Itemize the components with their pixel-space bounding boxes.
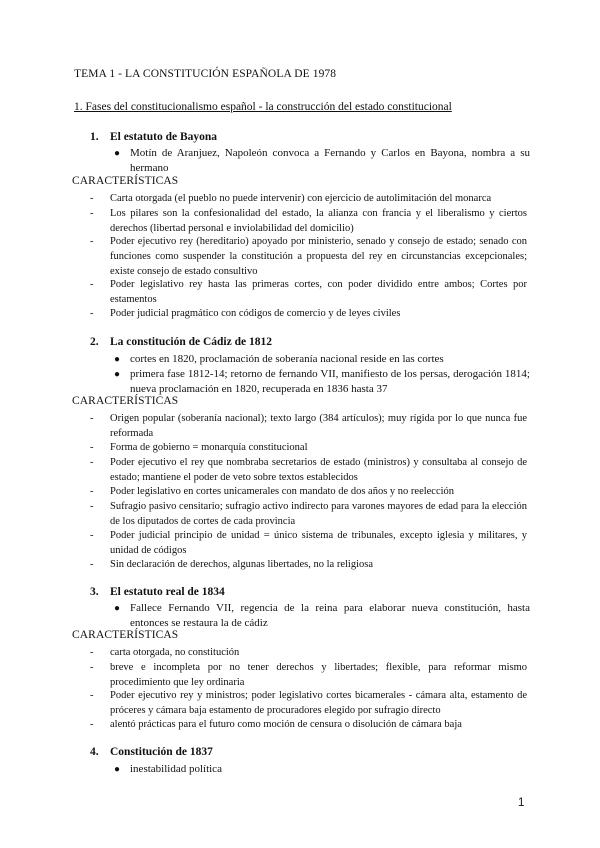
dash-marker: - bbox=[90, 559, 94, 570]
bullet-item: ● Motín de Aranjuez, Napoleón convoca a Fernando y Carlos en Bayona, nombra a su hermano bbox=[114, 147, 530, 174]
bullet-item: ● Fallece Fernando VII, regencia de la reina para elaborar nueva constitución, hasta entonces se restaura la de cádiz bbox=[114, 602, 530, 629]
section-subtitle: 1. Fases del constitucionalismo español - la construcción del estado constitucional bbox=[74, 101, 452, 113]
list-item: - Poder legislativo rey hasta las primeras cortes, con poder dividido entre ambos; Cortes por estamentos bbox=[90, 279, 527, 305]
bullet-item: ● primera fase 1812-14; retorno de fernando VII, manifiesto de los persas, derogación 1814; nueva proclamación en 1820, recuperada en 1836 hasta 37 bbox=[114, 368, 530, 395]
dash-marker: - bbox=[90, 690, 94, 701]
list-item: - breve e incompleta por no tener derechos y libertades; flexible, para reformar mismo procedimiento que ley ordinaria bbox=[90, 662, 527, 688]
list-item: - Origen popular (soberanía nacional); texto largo (384 artículos); muy rígida por lo que nunca fue reformada bbox=[90, 413, 527, 439]
list-item: - Poder legislativo en cortes unicamerales con mandato de dos años y no reelección bbox=[90, 486, 455, 497]
dash-marker: - bbox=[90, 208, 94, 219]
dash-marker: - bbox=[90, 486, 94, 497]
bullet-item: ● cortes en 1820, proclamación de soberanía nacional reside en las cortes bbox=[114, 353, 444, 365]
section-title: El estatuto real de 1834 bbox=[110, 586, 225, 598]
list-item: - Sin declaración de derechos, algunas libertades, no la religiosa bbox=[90, 559, 373, 570]
document-title: TEMA 1 - LA CONSTITUCIÓN ESPAÑOLA DE 1978 bbox=[74, 68, 337, 80]
caracteristicas-label: CARACTERÍSTICAS bbox=[72, 395, 179, 407]
caracteristicas-label: CARACTERÍSTICAS bbox=[72, 175, 179, 187]
dash-marker: - bbox=[90, 662, 94, 673]
dash-marker: - bbox=[90, 279, 94, 290]
section-heading-3 bbox=[90, 586, 225, 598]
list-item: - Poder ejecutivo el rey que nombraba secretarios de estado (ministros) y consultaba al consejo de estado; mantiene el poder de veto sobre textos establecidos bbox=[90, 457, 527, 483]
section-title: El estatuto de Bayona bbox=[110, 131, 218, 143]
list-item: - Sufragio pasivo censitario; sufragio activo indirecto para varones mayores de edad para la elección de los diputados de cortes de cada provincia bbox=[90, 501, 527, 527]
section-heading-1 bbox=[90, 131, 217, 143]
section-number: 1. bbox=[90, 131, 99, 143]
list-item: - alentó prácticas para el futuro como moción de censura o disolución de cámara baja bbox=[90, 719, 462, 730]
list-item: - Poder ejecutivo rey y ministros; poder legislativo cortes bicamerales - cámara alta, estamento de próceres y cámara baja estamento de procuradores elegido por sufragio directo bbox=[90, 690, 527, 716]
dash-marker: - bbox=[90, 413, 94, 424]
section-title: Constitución de 1837 bbox=[110, 746, 213, 758]
bullet-dot-icon: ● bbox=[114, 764, 121, 775]
dash-marker: - bbox=[90, 308, 94, 319]
bullet-dot-icon: ● bbox=[114, 603, 121, 614]
bullet-dot-icon: ● bbox=[114, 148, 121, 159]
dash-marker: - bbox=[90, 530, 94, 541]
list-item: - Forma de gobierno = monarquía constitucional bbox=[90, 442, 308, 453]
list-item: - Poder judicial pragmático con códigos de comercio y de leyes civiles bbox=[90, 308, 401, 319]
bullet-dot-icon: ● bbox=[114, 354, 121, 365]
dash-marker: - bbox=[90, 457, 94, 468]
dash-marker: - bbox=[90, 647, 94, 658]
list-item: - Poder judicial principio de unidad = único sistema de tribunales, excepto iglesia y militares, y unidad de códigos bbox=[90, 530, 527, 556]
section-heading-4 bbox=[90, 746, 213, 758]
list-item: - Poder ejecutivo rey (hereditario) apoyado por ministerio, senado y consejo de estado; senado con funciones como suspender la constitución a propuesta del rey en circunstancias excepcionales; existe consejo de estado consultivo bbox=[90, 236, 527, 277]
section-number: 3. bbox=[90, 586, 99, 598]
list-item: - Los pilares son la confesionalidad del estado, la alianza con francia y el liberalismo y ciertos derechos (libertad personal e inviolabilidad del domicilio) bbox=[90, 208, 527, 234]
bullet-item: ● inestabilidad política bbox=[114, 763, 222, 775]
caracteristicas-label: CARACTERÍSTICAS bbox=[72, 629, 179, 641]
dash-marker: - bbox=[90, 236, 94, 247]
section-heading-2 bbox=[90, 336, 272, 348]
dash-marker: - bbox=[90, 442, 94, 453]
section-title: La constitución de Cádiz de 1812 bbox=[110, 336, 272, 348]
dash-marker: - bbox=[90, 719, 94, 730]
bullet-dot-icon: ● bbox=[114, 369, 121, 380]
list-item: - carta otorgada, no constitución bbox=[90, 647, 240, 658]
list-item: - Carta otorgada (el pueblo no puede intervenir) con ejercicio de autolimitación del monarca bbox=[90, 193, 492, 204]
dash-marker: - bbox=[90, 501, 94, 512]
section-number: 2. bbox=[90, 336, 99, 348]
dash-marker: - bbox=[90, 193, 94, 204]
page-number: 1 bbox=[518, 797, 525, 809]
section-number: 4. bbox=[90, 746, 99, 758]
